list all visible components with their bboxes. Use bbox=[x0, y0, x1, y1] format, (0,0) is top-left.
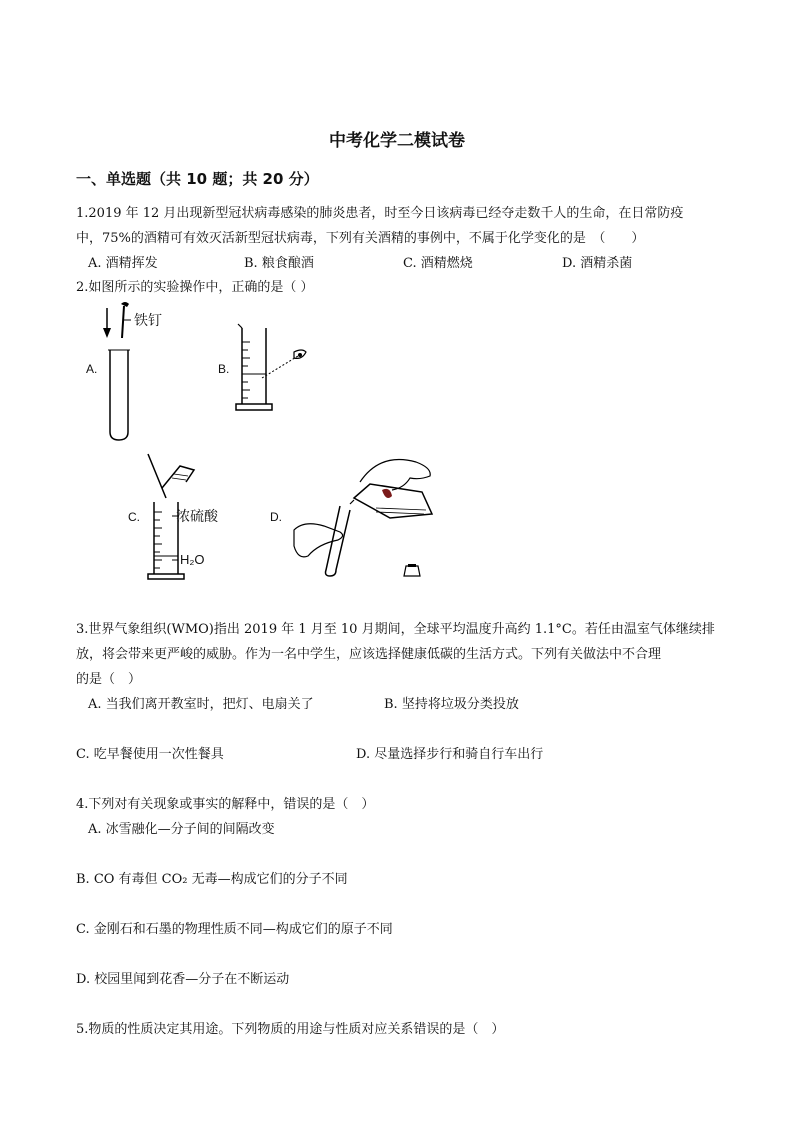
q4-option-d[interactable]: D. 校园里闻到花香—分子在不断运动 bbox=[76, 972, 290, 987]
figure-d-pouring bbox=[290, 452, 450, 582]
q1-option-d[interactable]: D. 酒精杀菌 bbox=[562, 256, 633, 271]
q5-stem: 5.物质的性质决定其用途。下列物质的用途与性质对应关系错误的是（ ） bbox=[76, 1022, 505, 1037]
q3-option-a[interactable]: A. 当我们离开教室时，把灯、电扇关了 bbox=[88, 697, 314, 712]
q4-option-b[interactable]: B. CO 有毒但 CO₂ 无毒—构成它们的分子不同 bbox=[76, 872, 348, 887]
q2-label-a[interactable]: A. bbox=[86, 362, 98, 376]
acid-label: 浓硫酸 bbox=[176, 508, 218, 524]
page-title: 中考化学二模试卷 bbox=[329, 131, 465, 151]
q3-option-c[interactable]: C. 吃早餐使用一次性餐具 bbox=[76, 747, 224, 762]
q3-line-3: 的是（ ） bbox=[76, 672, 142, 687]
q1-option-c[interactable]: C. 酒精燃烧 bbox=[403, 256, 473, 271]
q3-line-2: 放，将会带来更严峻的威胁。作为一名中学生，应该选择健康低碳的生活方式。下列有关做法中不合理 bbox=[76, 647, 662, 662]
q4-stem: 4.下列对有关现象或事实的解释中，错误的是（ ） bbox=[76, 797, 375, 812]
q3-line-1: 3.世界气象组织(WMO)指出 2019 年 1 月至 10 月期间，全球平均温度升高约 1.1°C。若任由温室气体继续排 bbox=[76, 622, 715, 637]
q2-stem: 2.如图所示的实验操作中，正确的是（ ） bbox=[76, 280, 314, 295]
q4-option-a[interactable]: A. 冰雪融化—分子间的间隔改变 bbox=[88, 822, 275, 837]
q1-line-1: 1.2019 年 12 月出现新型冠状病毒感染的肺炎患者，时至今日该病毒已经夺走数千人的生命，在日常防疫 bbox=[76, 206, 684, 221]
q1-line-2: 中，75%的酒精可有效灭活新型冠状病毒，下列有关酒精的事例中，不属于化学变化的是 （ ） bbox=[76, 231, 645, 246]
q4-option-c[interactable]: C. 金刚石和石墨的物理性质不同—构成它们的原子不同 bbox=[76, 922, 393, 937]
q2-label-d[interactable]: D. bbox=[270, 510, 282, 524]
figure-b-cylinder bbox=[232, 322, 317, 414]
q2-label-c[interactable]: C. bbox=[128, 510, 140, 524]
section-heading: 一、单选题（共 10 题；共 20 分） bbox=[76, 170, 319, 188]
nail-label: 铁钉 bbox=[134, 312, 162, 328]
q1-option-a[interactable]: A. 酒精挥发 bbox=[88, 256, 158, 271]
q1-option-b[interactable]: B. 粮食酿酒 bbox=[244, 256, 314, 271]
q3-option-b[interactable]: B. 坚持将垃圾分类投放 bbox=[384, 697, 519, 712]
water-label: H₂O bbox=[180, 552, 205, 567]
q2-label-b[interactable]: B. bbox=[218, 362, 230, 376]
q3-option-d[interactable]: D. 尽量选择步行和骑自行车出行 bbox=[356, 747, 544, 762]
